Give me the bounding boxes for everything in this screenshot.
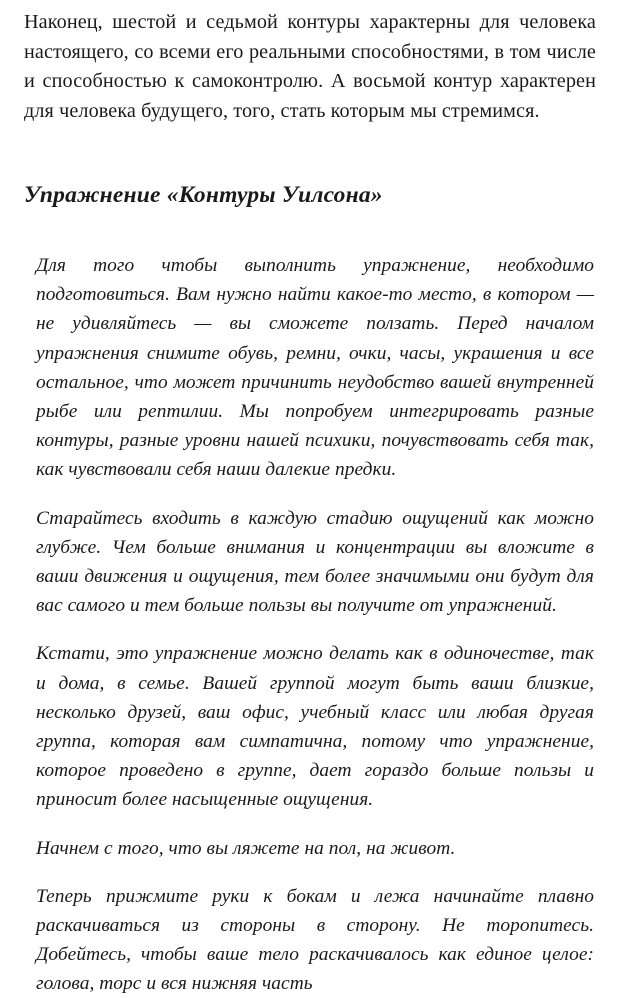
body-paragraph: Для того чтобы выполнить упражнение, необходимо подготовиться. Вам нужно найти какое-то место, в котором — не удивляйтесь — вы сможете ползать. Перед началом упражнения снимите обувь, ремни, очки, часы, украшения и все остальное, что может причинить неудобство вашей внутренней рыбе или рептилии. Мы попробуем интегрировать разные контуры, разные уровни нашей психики, почувствовать себя так, как чувствовали себя наши далекие предки. xyxy=(36,255,594,481)
exercise-body xyxy=(24,251,596,999)
body-paragraph: Старайтесь входить в каждую стадию ощущений как можно глубже. Чем больше внимания и концентрации вы вложите в ваши движения и ощущения, тем более значимыми они будут для вас самого и тем больше пользы вы получите от упражнений. xyxy=(36,507,594,617)
section-heading: Упражнение «Контуры Уилсона» xyxy=(24,182,383,208)
body-paragraph: Кстати, это упражнение можно делать как в одиночестве, так и дома, в семье. Вашей группой могут быть ваши близкие, несколько друзей, ваш офис, учебный класс или любая другая группа, которая вам симпатична, потому что упражнение, которое проведено в группе, дает гораздо больше пользы и приносит более насыщенные ощущения. xyxy=(36,643,594,811)
body-paragraph: Теперь прижмите руки к бокам и лежа начинайте плавно раскачиваться из стороны в сторону. Не торопитесь. Добейтесь, чтобы ваше тело раскачивалось как единое целое: голова, торс и вся нижняя часть xyxy=(36,885,594,995)
body-paragraph: Начнем с того, что вы ляжете на пол, на живот. xyxy=(36,837,456,859)
intro-paragraph: Наконец, шестой и седьмой контуры характерны для человека настоящего, со всеми его реальными способностями, в том числе и способностью к самоконтролю. А восьмой контур характерен для человека будущего, того, стать которым мы стремимся. xyxy=(24,11,596,122)
